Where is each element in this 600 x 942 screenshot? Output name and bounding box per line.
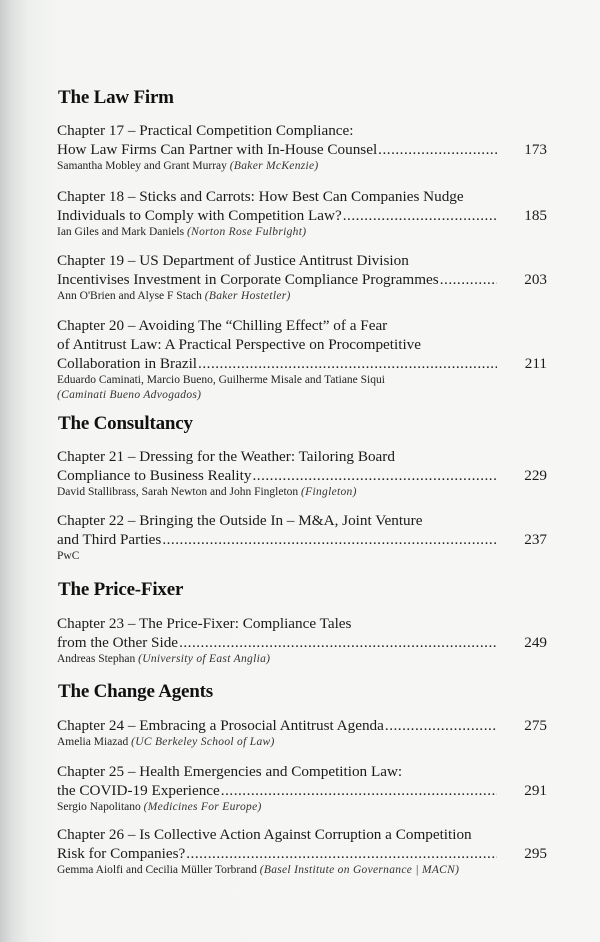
authors: Amelia Miazad (UC Berkeley School of Law) xyxy=(57,736,275,748)
chapter-title-line: of Antitrust Law: A Practical Perspective on Procompetitive xyxy=(57,336,422,353)
toc-entry[interactable] xyxy=(57,762,547,815)
page-number: 185 xyxy=(524,207,547,224)
page-number: 229 xyxy=(524,467,547,484)
affiliation: (University of East Anglia) xyxy=(138,653,271,665)
section-title: The Consultancy xyxy=(58,413,193,434)
chapter-title-line: Chapter 20 – Avoiding The “Chilling Effect” of a Fear xyxy=(57,317,388,334)
chapter-title-line: Chapter 24 – Embracing a Prosocial Antitrust Agenda ..... 275 xyxy=(57,716,547,735)
page-number: 211 xyxy=(524,355,547,372)
chapter-title-line: How Law Firms Can Partner with In-House Counsel ..... 173 xyxy=(57,140,547,159)
chapter-title-line: Collaboration in Brazil ..... 211 xyxy=(57,354,547,373)
dot-leader xyxy=(198,354,497,373)
page-number: 295 xyxy=(524,845,547,862)
authors: Gemma Aiolfi and Cecilia Müller Torbrand (Basel Institute on Governance | MACN) xyxy=(57,864,460,876)
authors: PwC xyxy=(57,550,80,562)
chapter-title-line: Individuals to Comply with Competition Law? ..... 185 xyxy=(57,206,547,225)
chapter-title-line: and Third Parties ..... 237 xyxy=(57,530,547,549)
affiliation: (Medicines For Europe) xyxy=(143,801,262,813)
dot-leader xyxy=(343,206,497,225)
toc-entry[interactable] xyxy=(57,187,547,240)
chapter-title-line: Compliance to Business Reality ..... 229 xyxy=(57,466,547,485)
toc-entry[interactable] xyxy=(57,511,547,564)
toc-entry[interactable] xyxy=(57,316,547,403)
chapter-title-line: Risk for Companies? ..... 295 xyxy=(57,844,547,863)
chapter-title-line: Chapter 26 – Is Collective Action Against Corruption a Competition xyxy=(57,826,472,843)
affiliation: (Baker Hostetler) xyxy=(204,290,291,302)
toc-entry[interactable] xyxy=(57,825,547,878)
page-number: 275 xyxy=(524,717,547,734)
authors: Eduardo Caminati, Marcio Bueno, Guilherme Misale and Tatiane Siqui xyxy=(57,374,385,386)
dot-leader xyxy=(385,716,497,735)
chapter-title-line: Chapter 18 – Sticks and Carrots: How Best Can Companies Nudge xyxy=(57,188,464,205)
chapter-title-line: the COVID-19 Experience ..... 291 xyxy=(57,781,547,800)
chapter-title-line: Chapter 22 – Bringing the Outside In – M&A, Joint Venture xyxy=(57,512,423,529)
chapter-title-line: Chapter 21 – Dressing for the Weather: Tailoring Board xyxy=(57,448,395,465)
chapter-title-line: Chapter 19 – US Department of Justice Antitrust Division xyxy=(57,252,409,269)
chapter-title-line: Chapter 25 – Health Emergencies and Competition Law: xyxy=(57,763,403,780)
section-title: The Change Agents xyxy=(58,681,213,702)
authors: Andreas Stephan (University of East Anglia) xyxy=(57,653,271,665)
page-number: 203 xyxy=(524,271,547,288)
dot-leader xyxy=(162,530,497,549)
affiliation: (UC Berkeley School of Law) xyxy=(131,736,275,748)
affiliation: (Baker McKenzie) xyxy=(229,160,319,172)
toc-entry[interactable] xyxy=(57,121,547,174)
toc-entry[interactable] xyxy=(57,614,547,667)
toc-entry[interactable] xyxy=(57,251,547,304)
section-title: The Law Firm xyxy=(58,87,174,108)
page-number: 173 xyxy=(524,141,547,158)
dot-leader xyxy=(252,466,497,485)
dot-leader xyxy=(440,270,497,289)
page-number: 249 xyxy=(524,634,547,651)
dot-leader xyxy=(378,140,497,159)
section-title: The Price-Fixer xyxy=(58,579,184,600)
affiliation: (Basel Institute on Governance | MACN) xyxy=(259,864,460,876)
authors: Ian Giles and Mark Daniels (Norton Rose Fulbright) xyxy=(57,226,307,238)
dot-leader xyxy=(221,781,497,800)
authors: Ann O'Brien and Alyse F Stach (Baker Hostetler) xyxy=(57,290,291,302)
affiliation: (Caminati Bueno Advogados) xyxy=(57,389,202,401)
chapter-title-line: from the Other Side ..... 249 xyxy=(57,633,547,652)
authors: Sergio Napolitano (Medicines For Europe) xyxy=(57,801,262,813)
affiliation: (Fingleton) xyxy=(301,486,357,498)
toc-entry[interactable] xyxy=(57,447,547,500)
authors: Samantha Mobley and Grant Murray (Baker McKenzie) xyxy=(57,160,319,172)
authors: David Stallibrass, Sarah Newton and John Fingleton (Fingleton) xyxy=(57,486,357,498)
chapter-title-line: Chapter 17 – Practical Competition Compliance: xyxy=(57,122,354,139)
affiliation: (Norton Rose Fulbright) xyxy=(186,226,307,238)
chapter-title-line: Chapter 23 – The Price-Fixer: Compliance Tales xyxy=(57,615,352,632)
page-number: 291 xyxy=(524,782,547,799)
chapter-title-line: Incentivises Investment in Corporate Compliance Programmes ..... 203 xyxy=(57,270,547,289)
page-number: 237 xyxy=(524,531,547,548)
dot-leader xyxy=(179,633,497,652)
toc-entry[interactable] xyxy=(57,716,547,750)
dot-leader xyxy=(186,844,497,863)
